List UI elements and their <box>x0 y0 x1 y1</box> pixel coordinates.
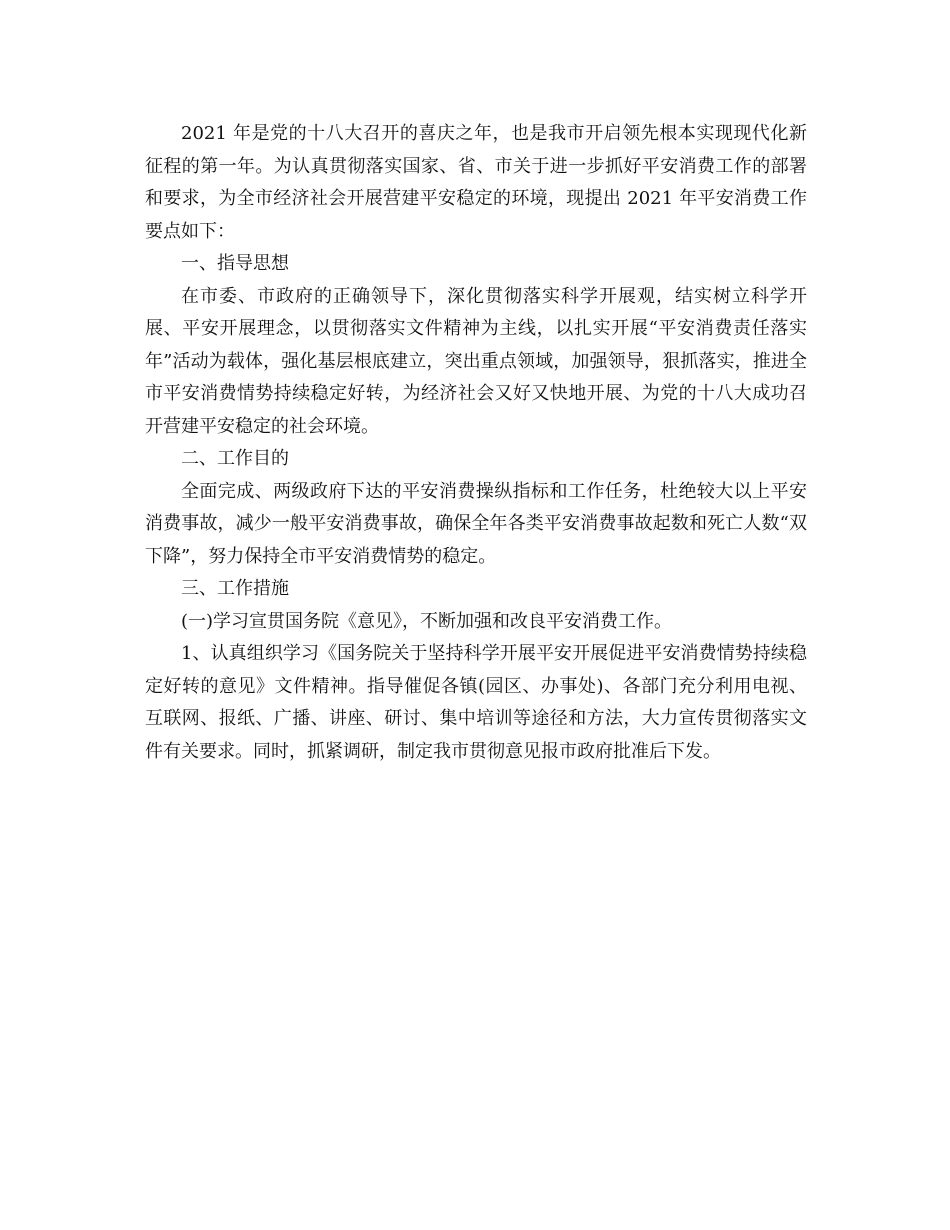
measure-item-1-paragraph: 1、认真组织学习《国务院关于坚持科学开展平安开展促进平安消费情势持续稳定好转的意见》文件精神。指导催促各镇(园区、办事处)、各部门充分利用电视、互联网、报纸、广播、讲座、研讨、集中培训等途径和方法，大力宣传贯彻落实文件有关要求。同时，抓紧调研，制定我市贯彻意见报市政府批准后下发。 <box>145 643 807 762</box>
subsection-heading-1: (一)学习宣贯国务院《意见》，不断加强和改良平安消费工作。 <box>181 610 673 632</box>
document-body <box>145 118 807 768</box>
section-heading-guiding-ideology: 一、指导思想 <box>181 253 289 274</box>
guiding-ideology-paragraph: 在市委、市政府的正确领导下，深化贯彻落实科学开展观，结实树立科学开展、平安开展理念，以贯彻落实文件精神为主线，以扎实开展“平安消费责任落实年”活动为载体，强化基层根底建立，突出重点领域，加强领导，狠抓落实，推进全市平安消费情势持续稳定好转，为经济社会又好又快地开展、为党的十八大成功召开营建平安稳定的社会环境。 <box>145 285 807 437</box>
section-heading-work-goals: 二、工作目的 <box>181 448 289 469</box>
work-goals-paragraph: 全面完成、两级政府下达的平安消费操纵指标和工作任务，杜绝较大以上平安消费事故，减少一般平安消费事故，确保全年各类平安消费事故起数和死亡人数“双下降”，努力保持全市平安消费情势的稳定。 <box>145 480 807 567</box>
intro-paragraph: 2021 年是党的十八大召开的喜庆之年，也是我市开启领先根本实现现代化新征程的第一年。为认真贯彻落实国家、省、市关于进一步抓好平安消费工作的部署和要求，为全市经济社会开展营建平安稳定的环境，现提出 2021 年平安消费工作要点如下： <box>145 123 807 242</box>
section-heading-work-measures: 三、工作措施 <box>181 578 289 599</box>
